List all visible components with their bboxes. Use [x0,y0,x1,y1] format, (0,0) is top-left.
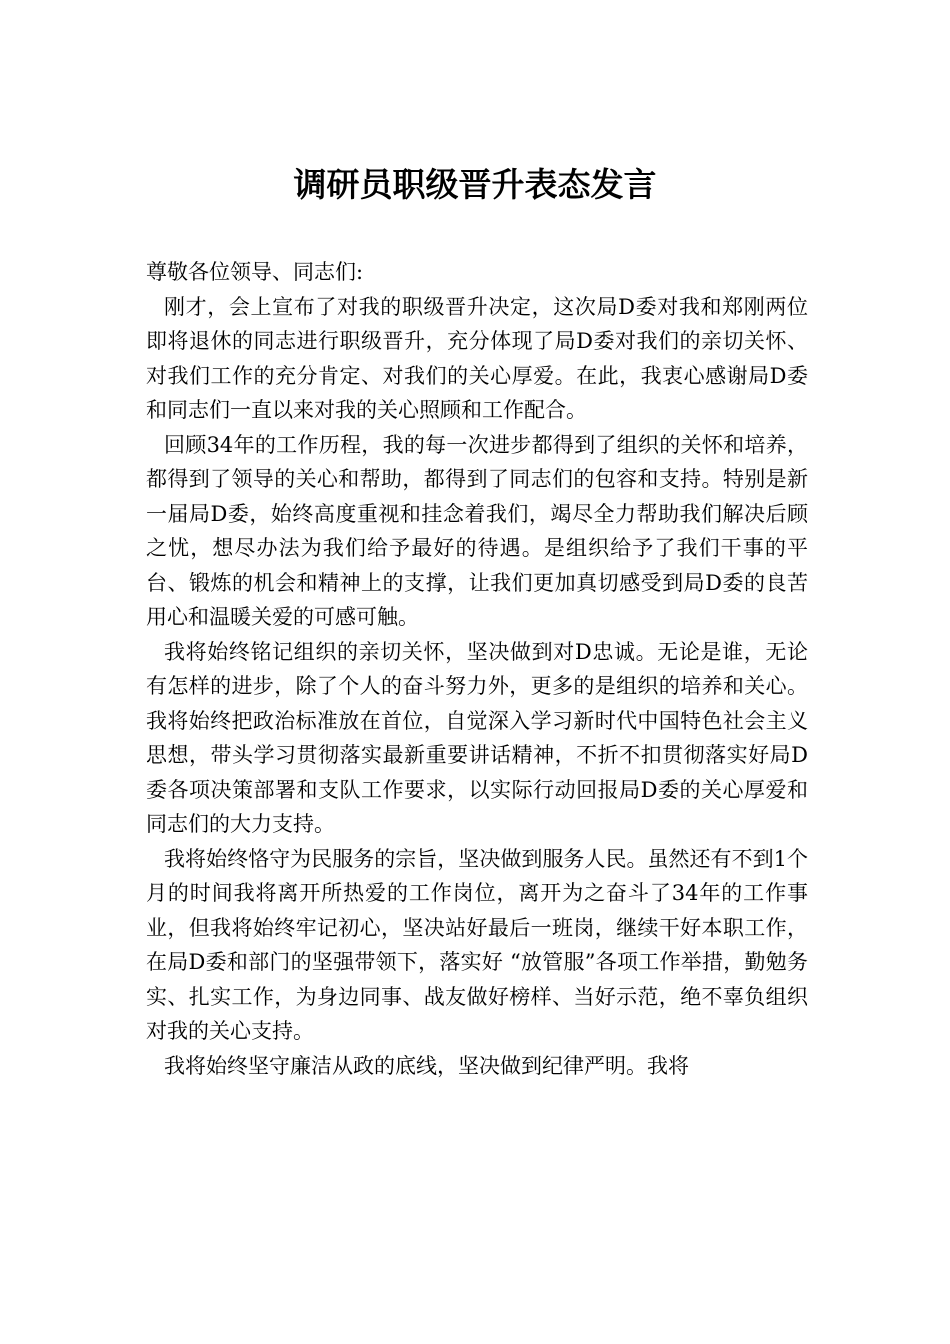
paragraph-2: 回顾34年的工作历程，我的每一次进步都得到了组织的关怀和培养，都得到了领导的关心和帮助，都得到了同志们的包容和支持。特别是新一届局D委，始终高度重视和挂念着我们，竭尽全力帮助我们解决后顾之忧，想尽办法为我们给予最好的待遇。是组织给予了我们干事的平台、锻炼的机会和精神上的支撑，让我们更加真切感受到局D委的良苦用心和温暖关爱的可感可触。 [146,432,808,629]
paragraph-4: 我将始终恪守为民服务的宗旨，坚决做到服务人民。虽然还有不到1个月的时间我将离开所热爱的工作岗位，离开为之奋斗了34年的工作事业，但我将始终牢记初心，坚决站好最后一班岗，继续干好本职工作，在局D委和部门的坚强带领下，落实好 “放管服”各项工作举措，勤勉务实、扎实工作，为身边同事、战友做好榜样、当好示范，绝不辜负组织对我的关心支持。 [146,846,808,1043]
paragraph-5: 我将始终坚守廉洁从政的底线，坚决做到纪律严明。我将 [164,1053,689,1078]
document-title: 调研员职级晋升表态发言 [293,165,657,204]
paragraph-3: 我将始终铭记组织的亲切关怀，坚决做到对D忠诚。无论是谁，无论有怎样的进步，除了个人的奋斗努力外，更多的是组织的培养和关心。我将始终把政治标准放在首位，自觉深入学习新时代中国特色社会主义思想，带头学习贯彻落实最新重要讲话精神，不折不扣贯彻落实好局D委各项决策部署和支队工作要求，以实际行动回报局D委的关心厚爱和同志们的大力支持。 [146,639,808,836]
salutation: 尊敬各位领导、同志们: [146,260,364,284]
document-body [146,255,808,1083]
paragraph-1: 刚才，会上宣布了对我的职级晋升决定，这次局D委对我和郑刚两位即将退休的同志进行职级晋升，充分体现了局D委对我们的亲切关怀、对我们工作的充分肯定、对我们的关心厚爱。在此，我衷心感谢局D委和同志们一直以来对我的关心照顾和工作配合。 [146,294,808,422]
